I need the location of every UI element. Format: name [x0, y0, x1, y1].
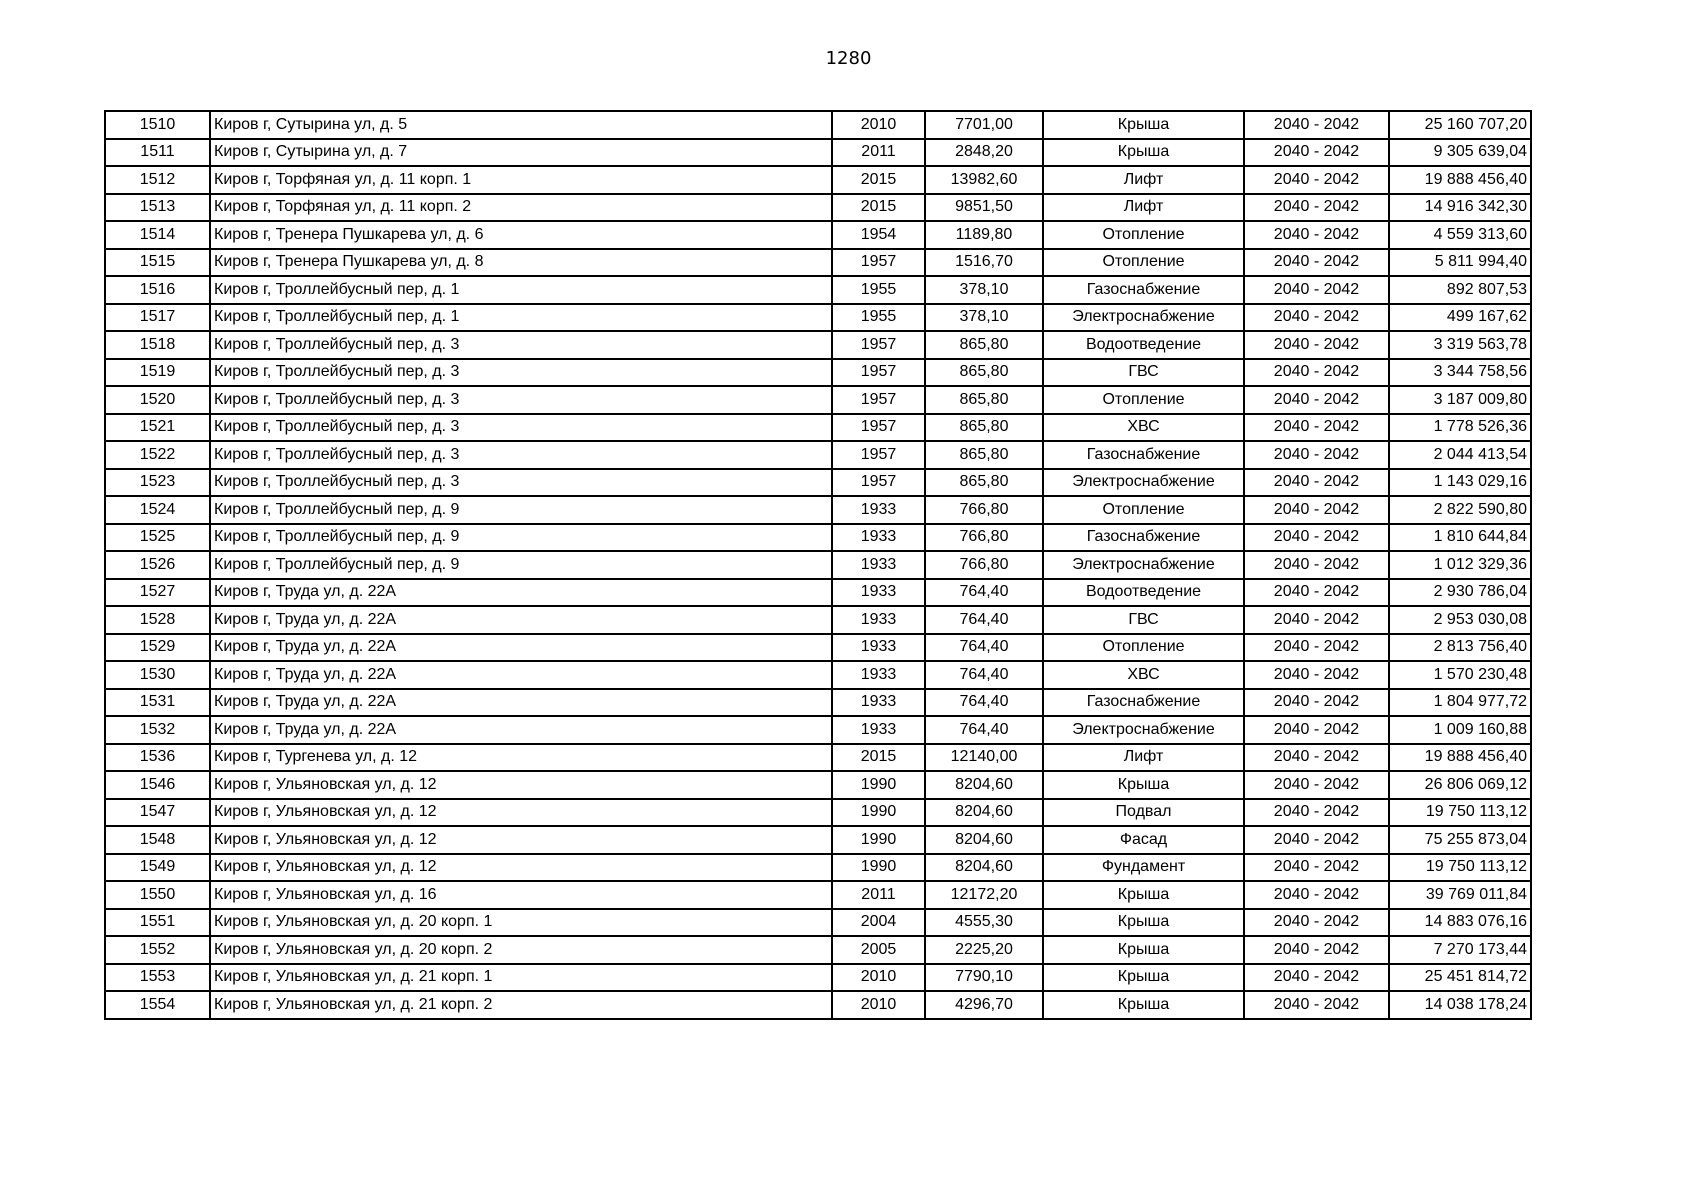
area-cell: 8204,60 [925, 826, 1043, 854]
work-type-cell: ГВС [1043, 606, 1244, 634]
build-year-cell: 2015 [832, 194, 925, 222]
area-cell: 13982,60 [925, 166, 1043, 194]
table-body [105, 111, 1531, 1019]
area-cell: 4555,30 [925, 909, 1043, 937]
area-cell: 8204,60 [925, 854, 1043, 882]
work-type-cell: ХВС [1043, 661, 1244, 689]
period-cell: 2040 - 2042 [1244, 606, 1389, 634]
period-cell: 2040 - 2042 [1244, 936, 1389, 964]
row-number-cell: 1517 [105, 304, 210, 332]
table-row [105, 469, 1531, 497]
work-type-cell: Лифт [1043, 744, 1244, 772]
row-number-cell: 1516 [105, 276, 210, 304]
cost-cell: 19 750 113,12 [1389, 854, 1531, 882]
work-type-cell: Крыша [1043, 111, 1244, 139]
period-cell: 2040 - 2042 [1244, 771, 1389, 799]
address-cell: Киров г, Торфяная ул, д. 11 корп. 2 [210, 194, 832, 222]
period-cell: 2040 - 2042 [1244, 276, 1389, 304]
row-number-cell: 1526 [105, 551, 210, 579]
build-year-cell: 1957 [832, 331, 925, 359]
repair-schedule-table [104, 110, 1532, 1020]
build-year-cell: 1990 [832, 854, 925, 882]
address-cell: Киров г, Ульяновская ул, д. 21 корп. 2 [210, 991, 832, 1019]
area-cell: 378,10 [925, 304, 1043, 332]
build-year-cell: 2010 [832, 991, 925, 1019]
row-number-cell: 1520 [105, 386, 210, 414]
period-cell: 2040 - 2042 [1244, 386, 1389, 414]
period-cell: 2040 - 2042 [1244, 634, 1389, 662]
area-cell: 865,80 [925, 386, 1043, 414]
row-number-cell: 1531 [105, 689, 210, 717]
address-cell: Киров г, Ульяновская ул, д. 12 [210, 771, 832, 799]
area-cell: 766,80 [925, 524, 1043, 552]
table-row [105, 139, 1531, 167]
cost-cell: 2 822 590,80 [1389, 496, 1531, 524]
row-number-cell: 1548 [105, 826, 210, 854]
row-number-cell: 1554 [105, 991, 210, 1019]
address-cell: Киров г, Троллейбусный пер, д. 3 [210, 414, 832, 442]
cost-cell: 19 888 456,40 [1389, 166, 1531, 194]
address-cell: Киров г, Ульяновская ул, д. 20 корп. 1 [210, 909, 832, 937]
table-row [105, 194, 1531, 222]
cost-cell: 1 143 029,16 [1389, 469, 1531, 497]
cost-cell: 1 570 230,48 [1389, 661, 1531, 689]
area-cell: 7701,00 [925, 111, 1043, 139]
work-type-cell: Отопление [1043, 496, 1244, 524]
cost-cell: 1 804 977,72 [1389, 689, 1531, 717]
row-number-cell: 1550 [105, 881, 210, 909]
area-cell: 2225,20 [925, 936, 1043, 964]
area-cell: 1189,80 [925, 221, 1043, 249]
work-type-cell: Отопление [1043, 386, 1244, 414]
period-cell: 2040 - 2042 [1244, 331, 1389, 359]
cost-cell: 75 255 873,04 [1389, 826, 1531, 854]
build-year-cell: 1933 [832, 524, 925, 552]
address-cell: Киров г, Сутырина ул, д. 7 [210, 139, 832, 167]
build-year-cell: 1933 [832, 579, 925, 607]
work-type-cell: Водоотведение [1043, 579, 1244, 607]
table-row [105, 936, 1531, 964]
table-row [105, 964, 1531, 992]
address-cell: Киров г, Ульяновская ул, д. 12 [210, 799, 832, 827]
period-cell: 2040 - 2042 [1244, 991, 1389, 1019]
area-cell: 4296,70 [925, 991, 1043, 1019]
area-cell: 764,40 [925, 606, 1043, 634]
row-number-cell: 1532 [105, 716, 210, 744]
period-cell: 2040 - 2042 [1244, 689, 1389, 717]
table-row [105, 799, 1531, 827]
area-cell: 8204,60 [925, 771, 1043, 799]
cost-cell: 14 883 076,16 [1389, 909, 1531, 937]
period-cell: 2040 - 2042 [1244, 166, 1389, 194]
table-row [105, 304, 1531, 332]
work-type-cell: Крыша [1043, 771, 1244, 799]
cost-cell: 3 344 758,56 [1389, 359, 1531, 387]
address-cell: Киров г, Троллейбусный пер, д. 9 [210, 496, 832, 524]
build-year-cell: 2004 [832, 909, 925, 937]
cost-cell: 1 009 160,88 [1389, 716, 1531, 744]
area-cell: 9851,50 [925, 194, 1043, 222]
table-row [105, 276, 1531, 304]
period-cell: 2040 - 2042 [1244, 964, 1389, 992]
table-row [105, 111, 1531, 139]
table-row [105, 771, 1531, 799]
period-cell: 2040 - 2042 [1244, 111, 1389, 139]
period-cell: 2040 - 2042 [1244, 826, 1389, 854]
work-type-cell: Крыша [1043, 881, 1244, 909]
address-cell: Киров г, Троллейбусный пер, д. 1 [210, 276, 832, 304]
period-cell: 2040 - 2042 [1244, 799, 1389, 827]
work-type-cell: Лифт [1043, 194, 1244, 222]
period-cell: 2040 - 2042 [1244, 221, 1389, 249]
build-year-cell: 1957 [832, 359, 925, 387]
work-type-cell: Подвал [1043, 799, 1244, 827]
period-cell: 2040 - 2042 [1244, 551, 1389, 579]
address-cell: Киров г, Троллейбусный пер, д. 9 [210, 551, 832, 579]
build-year-cell: 2011 [832, 139, 925, 167]
address-cell: Киров г, Труда ул, д. 22А [210, 689, 832, 717]
period-cell: 2040 - 2042 [1244, 716, 1389, 744]
period-cell: 2040 - 2042 [1244, 139, 1389, 167]
work-type-cell: Крыша [1043, 139, 1244, 167]
cost-cell: 5 811 994,40 [1389, 249, 1531, 277]
row-number-cell: 1524 [105, 496, 210, 524]
row-number-cell: 1547 [105, 799, 210, 827]
work-type-cell: Отопление [1043, 249, 1244, 277]
table-row [105, 826, 1531, 854]
period-cell: 2040 - 2042 [1244, 744, 1389, 772]
address-cell: Киров г, Троллейбусный пер, д. 3 [210, 386, 832, 414]
table-row [105, 359, 1531, 387]
area-cell: 766,80 [925, 551, 1043, 579]
area-cell: 12172,20 [925, 881, 1043, 909]
row-number-cell: 1527 [105, 579, 210, 607]
area-cell: 865,80 [925, 331, 1043, 359]
cost-cell: 4 559 313,60 [1389, 221, 1531, 249]
period-cell: 2040 - 2042 [1244, 909, 1389, 937]
work-type-cell: Водоотведение [1043, 331, 1244, 359]
area-cell: 764,40 [925, 634, 1043, 662]
build-year-cell: 2010 [832, 964, 925, 992]
work-type-cell: Крыша [1043, 909, 1244, 937]
cost-cell: 2 953 030,08 [1389, 606, 1531, 634]
build-year-cell: 1933 [832, 606, 925, 634]
cost-cell: 499 167,62 [1389, 304, 1531, 332]
address-cell: Киров г, Труда ул, д. 22А [210, 606, 832, 634]
build-year-cell: 1990 [832, 771, 925, 799]
table-row [105, 991, 1531, 1019]
period-cell: 2040 - 2042 [1244, 496, 1389, 524]
cost-cell: 7 270 173,44 [1389, 936, 1531, 964]
work-type-cell: Фундамент [1043, 854, 1244, 882]
work-type-cell: Крыша [1043, 936, 1244, 964]
build-year-cell: 1933 [832, 551, 925, 579]
period-cell: 2040 - 2042 [1244, 304, 1389, 332]
cost-cell: 14 038 178,24 [1389, 991, 1531, 1019]
area-cell: 766,80 [925, 496, 1043, 524]
build-year-cell: 1954 [832, 221, 925, 249]
cost-cell: 39 769 011,84 [1389, 881, 1531, 909]
work-type-cell: Газоснабжение [1043, 689, 1244, 717]
cost-cell: 26 806 069,12 [1389, 771, 1531, 799]
row-number-cell: 1522 [105, 441, 210, 469]
work-type-cell: Электроснабжение [1043, 551, 1244, 579]
period-cell: 2040 - 2042 [1244, 469, 1389, 497]
work-type-cell: Фасад [1043, 826, 1244, 854]
row-number-cell: 1536 [105, 744, 210, 772]
row-number-cell: 1523 [105, 469, 210, 497]
row-number-cell: 1553 [105, 964, 210, 992]
table-row [105, 744, 1531, 772]
row-number-cell: 1511 [105, 139, 210, 167]
page-number: 1280 [825, 48, 872, 69]
period-cell: 2040 - 2042 [1244, 441, 1389, 469]
row-number-cell: 1510 [105, 111, 210, 139]
table-row [105, 854, 1531, 882]
cost-cell: 19 750 113,12 [1389, 799, 1531, 827]
address-cell: Киров г, Сутырина ул, д. 5 [210, 111, 832, 139]
work-type-cell: Газоснабжение [1043, 441, 1244, 469]
work-type-cell: Отопление [1043, 221, 1244, 249]
period-cell: 2040 - 2042 [1244, 579, 1389, 607]
cost-cell: 14 916 342,30 [1389, 194, 1531, 222]
address-cell: Киров г, Тренера Пушкарева ул, д. 8 [210, 249, 832, 277]
build-year-cell: 1955 [832, 304, 925, 332]
area-cell: 865,80 [925, 359, 1043, 387]
address-cell: Киров г, Труда ул, д. 22А [210, 716, 832, 744]
table-row [105, 441, 1531, 469]
cost-cell: 2 813 756,40 [1389, 634, 1531, 662]
address-cell: Киров г, Ульяновская ул, д. 12 [210, 826, 832, 854]
area-cell: 764,40 [925, 661, 1043, 689]
row-number-cell: 1518 [105, 331, 210, 359]
build-year-cell: 2005 [832, 936, 925, 964]
build-year-cell: 1957 [832, 414, 925, 442]
table-row [105, 634, 1531, 662]
area-cell: 865,80 [925, 469, 1043, 497]
period-cell: 2040 - 2042 [1244, 854, 1389, 882]
work-type-cell: Газоснабжение [1043, 524, 1244, 552]
work-type-cell: Электроснабжение [1043, 469, 1244, 497]
row-number-cell: 1528 [105, 606, 210, 634]
row-number-cell: 1519 [105, 359, 210, 387]
address-cell: Киров г, Тренера Пушкарева ул, д. 6 [210, 221, 832, 249]
row-number-cell: 1514 [105, 221, 210, 249]
work-type-cell: Крыша [1043, 991, 1244, 1019]
cost-cell: 2 930 786,04 [1389, 579, 1531, 607]
period-cell: 2040 - 2042 [1244, 414, 1389, 442]
address-cell: Киров г, Тургенева ул, д. 12 [210, 744, 832, 772]
cost-cell: 25 451 814,72 [1389, 964, 1531, 992]
period-cell: 2040 - 2042 [1244, 359, 1389, 387]
table-row [105, 524, 1531, 552]
cost-cell: 3 187 009,80 [1389, 386, 1531, 414]
address-cell: Киров г, Троллейбусный пер, д. 3 [210, 331, 832, 359]
work-type-cell: Крыша [1043, 964, 1244, 992]
address-cell: Киров г, Троллейбусный пер, д. 9 [210, 524, 832, 552]
row-number-cell: 1549 [105, 854, 210, 882]
table-row [105, 606, 1531, 634]
work-type-cell: Газоснабжение [1043, 276, 1244, 304]
row-number-cell: 1521 [105, 414, 210, 442]
period-cell: 2040 - 2042 [1244, 524, 1389, 552]
table-row [105, 414, 1531, 442]
address-cell: Киров г, Троллейбусный пер, д. 1 [210, 304, 832, 332]
address-cell: Киров г, Троллейбусный пер, д. 3 [210, 441, 832, 469]
cost-cell: 1 012 329,36 [1389, 551, 1531, 579]
area-cell: 12140,00 [925, 744, 1043, 772]
address-cell: Киров г, Труда ул, д. 22А [210, 579, 832, 607]
area-cell: 1516,70 [925, 249, 1043, 277]
work-type-cell: Электроснабжение [1043, 304, 1244, 332]
row-number-cell: 1552 [105, 936, 210, 964]
table-row [105, 551, 1531, 579]
area-cell: 2848,20 [925, 139, 1043, 167]
row-number-cell: 1515 [105, 249, 210, 277]
cost-cell: 25 160 707,20 [1389, 111, 1531, 139]
build-year-cell: 1990 [832, 826, 925, 854]
table-row [105, 661, 1531, 689]
table-row [105, 881, 1531, 909]
table-row [105, 909, 1531, 937]
build-year-cell: 1955 [832, 276, 925, 304]
address-cell: Киров г, Труда ул, д. 22А [210, 634, 832, 662]
row-number-cell: 1530 [105, 661, 210, 689]
table-row [105, 386, 1531, 414]
period-cell: 2040 - 2042 [1244, 194, 1389, 222]
address-cell: Киров г, Троллейбусный пер, д. 3 [210, 469, 832, 497]
build-year-cell: 1933 [832, 661, 925, 689]
build-year-cell: 1957 [832, 386, 925, 414]
table-row [105, 331, 1531, 359]
area-cell: 764,40 [925, 689, 1043, 717]
cost-cell: 9 305 639,04 [1389, 139, 1531, 167]
address-cell: Киров г, Ульяновская ул, д. 20 корп. 2 [210, 936, 832, 964]
period-cell: 2040 - 2042 [1244, 881, 1389, 909]
table-row [105, 579, 1531, 607]
build-year-cell: 2015 [832, 166, 925, 194]
build-year-cell: 1933 [832, 716, 925, 744]
address-cell: Киров г, Торфяная ул, д. 11 корп. 1 [210, 166, 832, 194]
build-year-cell: 1990 [832, 799, 925, 827]
row-number-cell: 1551 [105, 909, 210, 937]
build-year-cell: 2011 [832, 881, 925, 909]
area-cell: 764,40 [925, 579, 1043, 607]
build-year-cell: 2015 [832, 744, 925, 772]
build-year-cell: 1957 [832, 441, 925, 469]
area-cell: 378,10 [925, 276, 1043, 304]
table-row [105, 716, 1531, 744]
table-row [105, 166, 1531, 194]
table-row [105, 496, 1531, 524]
work-type-cell: ГВС [1043, 359, 1244, 387]
row-number-cell: 1546 [105, 771, 210, 799]
build-year-cell: 1933 [832, 496, 925, 524]
address-cell: Киров г, Труда ул, д. 22А [210, 661, 832, 689]
build-year-cell: 1933 [832, 634, 925, 662]
area-cell: 764,40 [925, 716, 1043, 744]
table-row [105, 249, 1531, 277]
build-year-cell: 1957 [832, 249, 925, 277]
address-cell: Киров г, Ульяновская ул, д. 21 корп. 1 [210, 964, 832, 992]
work-type-cell: ХВС [1043, 414, 1244, 442]
area-cell: 865,80 [925, 441, 1043, 469]
build-year-cell: 1957 [832, 469, 925, 497]
row-number-cell: 1512 [105, 166, 210, 194]
area-cell: 865,80 [925, 414, 1043, 442]
table-row [105, 689, 1531, 717]
work-type-cell: Лифт [1043, 166, 1244, 194]
build-year-cell: 2010 [832, 111, 925, 139]
row-number-cell: 1513 [105, 194, 210, 222]
cost-cell: 892 807,53 [1389, 276, 1531, 304]
area-cell: 8204,60 [925, 799, 1043, 827]
cost-cell: 1 810 644,84 [1389, 524, 1531, 552]
cost-cell: 1 778 526,36 [1389, 414, 1531, 442]
table-row [105, 221, 1531, 249]
period-cell: 2040 - 2042 [1244, 249, 1389, 277]
build-year-cell: 1933 [832, 689, 925, 717]
address-cell: Киров г, Троллейбусный пер, д. 3 [210, 359, 832, 387]
row-number-cell: 1525 [105, 524, 210, 552]
cost-cell: 3 319 563,78 [1389, 331, 1531, 359]
cost-cell: 2 044 413,54 [1389, 441, 1531, 469]
row-number-cell: 1529 [105, 634, 210, 662]
period-cell: 2040 - 2042 [1244, 661, 1389, 689]
cost-cell: 19 888 456,40 [1389, 744, 1531, 772]
area-cell: 7790,10 [925, 964, 1043, 992]
address-cell: Киров г, Ульяновская ул, д. 12 [210, 854, 832, 882]
work-type-cell: Электроснабжение [1043, 716, 1244, 744]
work-type-cell: Отопление [1043, 634, 1244, 662]
address-cell: Киров г, Ульяновская ул, д. 16 [210, 881, 832, 909]
